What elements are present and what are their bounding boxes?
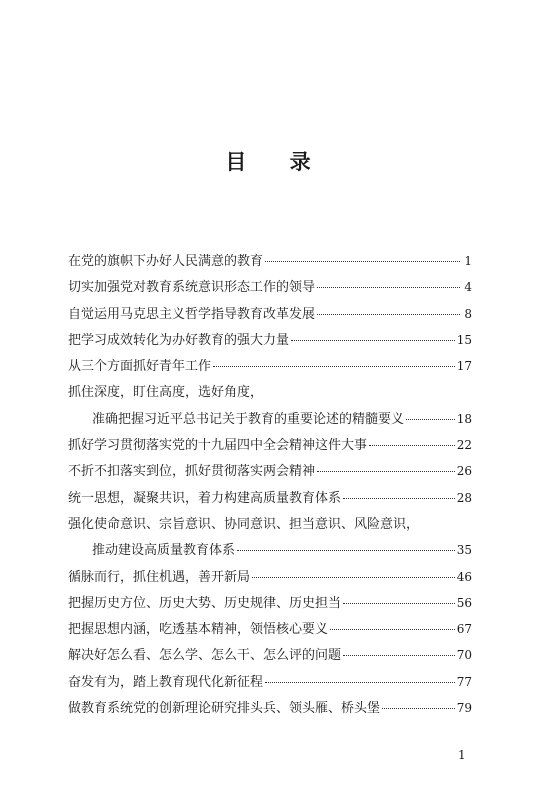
table-of-contents (68, 250, 472, 723)
toc-entry (68, 381, 472, 407)
dot-leader (317, 314, 460, 315)
toc-entry-page: 46 (456, 569, 472, 584)
toc-entry (68, 460, 472, 486)
toc-entry-page: 4 (464, 280, 472, 295)
toc-entry-page: 77 (456, 674, 472, 689)
toc-entry-page: 18 (456, 411, 472, 426)
dot-leader (330, 629, 455, 630)
page-number: 1 (458, 748, 466, 762)
toc-entry (68, 329, 472, 355)
dot-leader (406, 419, 455, 420)
toc-entry (68, 697, 472, 723)
toc-entry (68, 618, 472, 644)
toc-entry (68, 539, 472, 565)
dot-leader (369, 445, 455, 446)
toc-entry-page: 1 (464, 254, 472, 268)
toc-entry (68, 644, 472, 670)
toc-entry-page: 8 (464, 306, 472, 321)
toc-entry-page: 22 (456, 438, 472, 453)
toc-entry (68, 355, 472, 381)
toc-entry-title: 切实加强党对教育系统意识形态工作的领导 (68, 280, 316, 296)
toc-entry-title: 推动建设高质量教育体系 (92, 543, 236, 559)
toc-entry-title: 准确把握习近平总书记关于教育的重要论述的精髓要义 (92, 411, 405, 427)
toc-entry-page: 17 (456, 359, 472, 374)
toc-entry-title: 把握思想内涵，吃透基本精神，领悟核心要义 (68, 622, 329, 638)
toc-entry (68, 408, 472, 434)
toc-entry-page: 15 (456, 332, 472, 347)
toc-entry-title: 抓好学习贯彻落实党的十九届四中全会精神这件大事 (68, 438, 368, 454)
dot-leader (317, 287, 460, 288)
toc-entry-title: 循脉而行，抓住机遇，善开新局 (68, 569, 251, 585)
toc-entry-page: 28 (456, 490, 472, 505)
dot-leader (237, 550, 455, 551)
dot-leader (343, 655, 455, 656)
dot-leader (343, 498, 455, 499)
toc-entry-title: 强化使命意识、宗旨意识、协同意识、担当意识、风险意识， (68, 516, 420, 532)
toc-entry-page: 79 (456, 701, 472, 716)
dot-leader (252, 577, 455, 578)
dot-leader (213, 366, 455, 367)
toc-entry (68, 276, 472, 302)
toc-entry (68, 487, 472, 513)
toc-entry-title: 把学习成效转化为办好教育的强大力量 (68, 332, 290, 348)
dot-leader (265, 261, 460, 262)
toc-entry-title: 自觉运用马克思主义哲学指导教育改革发展 (68, 306, 316, 322)
toc-entry-title: 把握历史方位、历史大势、历史规律、历史担当 (68, 595, 342, 611)
toc-entry-page: 35 (456, 543, 472, 558)
dot-leader (343, 603, 455, 604)
toc-entry-title: 奋发有为，踏上教育现代化新征程 (68, 674, 264, 690)
toc-entry-title: 做教育系统党的创新理论研究排头兵、领头雁、桥头堡 (68, 701, 381, 717)
toc-entry (68, 671, 472, 697)
toc-entry (68, 513, 472, 539)
toc-entry-title: 不折不扣落实到位，抓好贯彻落实两会精神 (68, 464, 316, 480)
toc-entry-title: 统一思想，凝聚共识，着力构建高质量教育体系 (68, 490, 342, 506)
toc-entry-page: 26 (456, 464, 472, 479)
dot-leader (382, 708, 455, 709)
dot-leader (317, 471, 455, 472)
toc-entry-title: 从三个方面抓好青年工作 (68, 359, 212, 375)
toc-entry-page: 67 (456, 622, 472, 637)
toc-entry-title: 在党的旗帜下办好人民满意的教育 (68, 254, 264, 269)
toc-entry (68, 250, 472, 276)
toc-entry (68, 592, 472, 618)
dot-leader (291, 340, 455, 341)
toc-entry (68, 434, 472, 460)
toc-entry-title: 解决好怎么看、怎么学、怎么干、怎么评的问题 (68, 648, 342, 664)
toc-entry (68, 566, 472, 592)
toc-entry-page: 70 (456, 648, 472, 663)
dot-leader (265, 682, 455, 683)
toc-entry (68, 303, 472, 329)
toc-entry-page: 56 (456, 595, 472, 610)
toc-entry-title: 抓住深度，盯住高度，选好角度， (68, 385, 264, 401)
page-title: 目 录 (225, 149, 329, 174)
